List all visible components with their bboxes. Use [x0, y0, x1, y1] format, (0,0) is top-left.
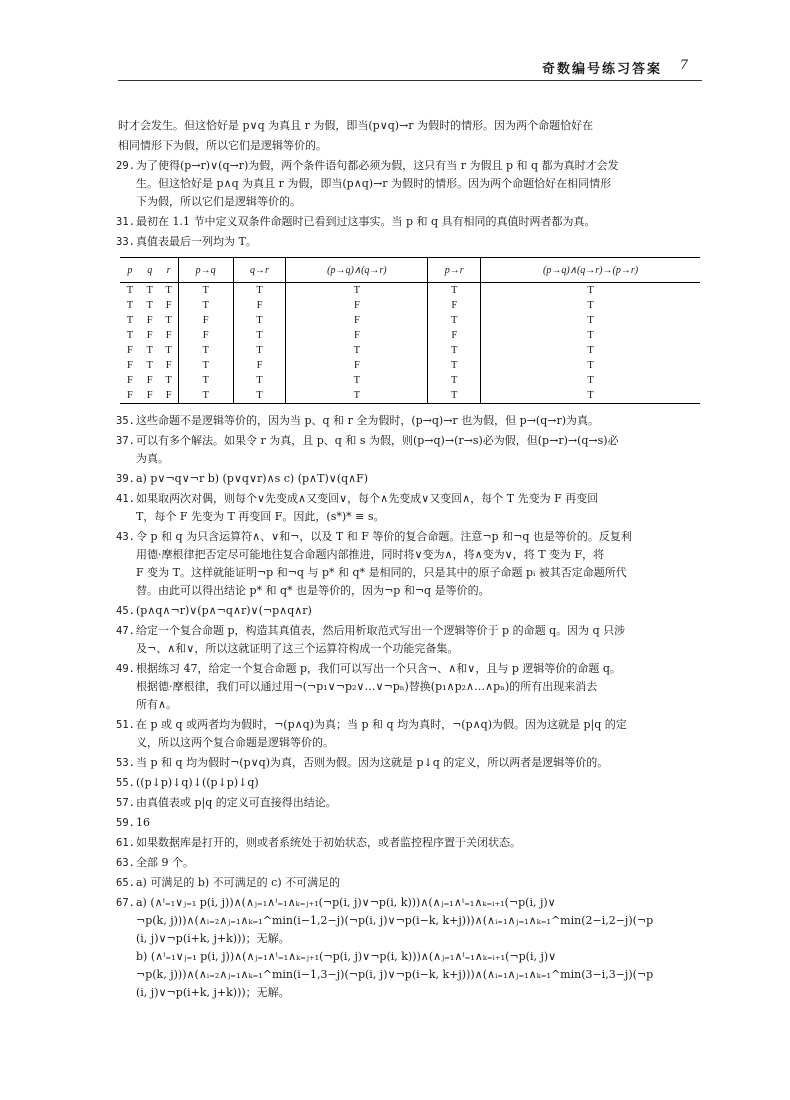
answer-line: 全部 9 个。: [136, 856, 194, 869]
answer-line: 真值表最后一列均为 T。: [136, 235, 257, 248]
truth-table-row: [120, 343, 700, 358]
truth-table-cell: T: [178, 373, 233, 388]
answers-content: [118, 117, 702, 1004]
truth-table-cell: T: [165, 315, 172, 326]
truth-table-cell: F: [120, 388, 140, 404]
truth-table-cell: T: [286, 373, 428, 388]
exercise-number: 63.: [116, 857, 135, 869]
answer-line: 令 p 和 q 为只含运算符∧、∨和¬，以及 T 和 F 等价的复合命题。注意¬p 和¬q 也是等价的。反复利: [136, 530, 632, 543]
truth-table-cell: T: [481, 298, 700, 313]
exercise-number: 37.: [116, 435, 135, 447]
answer-item: [118, 157, 702, 211]
answer-line: 根据练习 47，给定一个复合命题 p，我们可以写出一个只含¬、∧和∨，且与 p 逻辑等价的命题 q。: [136, 662, 621, 675]
answer-item: [118, 602, 702, 620]
truth-table-cell: F: [428, 328, 481, 343]
exercise-number: 57.: [116, 797, 135, 809]
truth-table-cell: F: [146, 375, 153, 386]
truth-table-cell: T: [178, 388, 233, 404]
answer-line: 由真值表或 p|q 的定义可直接得出结论。: [136, 796, 337, 809]
answer-line: ¬p(k, j)))∧(∧ᵢ₌₂∧ⱼ₌₁∧ₖ₌₁^min(i−1,3−j)(¬p(i, j)∨¬p(i−k, k+j)))∧(∧ᵢ₌₁∧ⱼ₌₁∧ₖ₌₁^min(3−i,3−j)(¬p: [136, 968, 654, 981]
answer-item: [118, 854, 702, 872]
answer-line: ((p↓p)↓q)↓((p↓p)↓q): [136, 776, 259, 789]
answer-item: [118, 432, 702, 468]
truth-table-cell: T: [165, 375, 172, 386]
exercise-number: 51.: [116, 719, 135, 731]
truth-table-cell: T: [481, 358, 700, 373]
answer-item: [118, 754, 702, 772]
truth-table-column-header: q→r: [233, 258, 286, 283]
truth-table-cell: T: [481, 388, 700, 404]
answer-line: 这些命题不是逻辑等价的，因为当 p、q 和 r 全为假时，(p→q)→r 也为假，但 p→(q→r)为真。: [136, 414, 600, 427]
truth-table-cell: F: [160, 388, 179, 404]
truth-table-cell: F: [428, 298, 481, 313]
truth-table-cell: F: [286, 358, 428, 373]
truth-table-column-header: (p→q)∧(q→r): [286, 258, 428, 283]
truth-table-row: [120, 283, 700, 299]
truth-table-cell: T: [233, 283, 286, 299]
truth-table-cell: T: [178, 298, 233, 313]
answer-item: [118, 774, 702, 792]
exercise-number: 33.: [116, 236, 135, 248]
answer-line: 义，所以这两个复合命题是逻辑等价的。: [136, 736, 334, 749]
truth-table-cell: T: [233, 343, 286, 358]
truth-table-cell: T: [481, 343, 700, 358]
truth-table-cell: F: [146, 330, 153, 341]
exercise-number: 31.: [116, 216, 135, 228]
answer-line: T，每个 F 先变为 T 再变回 F。因此，(s*)* ≡ s。: [136, 510, 385, 523]
truth-table-cell: T: [286, 388, 428, 404]
truth-table-cell: T: [286, 283, 428, 299]
exercise-number: 67.: [116, 897, 135, 909]
answer-line: 如果数据库是打开的，则或者系统处于初始状态，或者监控程序置于关闭状态。: [136, 836, 521, 849]
exercise-number: 55.: [116, 777, 135, 789]
answer-line: b) (∧ⁱ₌₁∨ⱼ₌₁ p(i, j))∧(∧ⱼ₌₁∧ⁱ₌₁∧ₖ₌ⱼ₊₁(¬p(i, j)∨¬p(i, k)))∧(∧ⱼ₌₁∧ⁱ₌₁∧ₖ₌ᵢ₊₁(¬p(i, j)∨: [136, 950, 557, 963]
exercise-number: 47.: [116, 625, 135, 637]
answers-list-top: [118, 157, 702, 251]
truth-table-cell: T: [165, 345, 172, 356]
truth-table-column-header: (p→q)∧(q→r)→(p→r): [481, 258, 700, 283]
answer-line: 16: [136, 816, 150, 829]
exercise-number: 43.: [116, 531, 135, 543]
intro-paragraph: [118, 117, 702, 155]
truth-table-row: [120, 388, 700, 404]
truth-table-cell: F: [126, 360, 133, 371]
truth-table-cell: T: [146, 285, 153, 296]
answer-line: F 变为 T。这样就能证明¬p 和¬q 与 p* 和 q* 是相同的，只是其中的原子命题 pᵢ 被其否定命题所代: [136, 566, 627, 579]
answer-line: 用德·摩根律把否定尽可能地往复合命题内部推进，同时将∨变为∧，将∧变为∨，将 T 变为 F，将: [136, 548, 605, 561]
answer-item: [118, 412, 702, 430]
truth-table-cell: T: [233, 373, 286, 388]
truth-table-row: [120, 358, 700, 373]
truth-table-cell: T: [481, 373, 700, 388]
answer-line: 下为假，所以它们是逻辑等价的。: [136, 195, 301, 208]
answer-line: 最初在 1.1 节中定义双条件命题时已看到过这事实。当 p 和 q 具有相同的真值时两者都为真。: [136, 215, 596, 228]
truth-table-column-header: p→q: [178, 258, 233, 283]
truth-table-cell: T: [428, 388, 481, 404]
answer-line: 及¬、∧和∨，所以这就证明了这三个运算符构成一个功能完备集。: [136, 642, 459, 655]
truth-table-cell: T: [165, 285, 172, 296]
answer-line: 如果取两次对偶，则每个∨先变成∧又变回∨，每个∧先变成∨又变回∧，每个 T 先变为 F 再变回: [136, 492, 599, 505]
truth-table-cell: T: [481, 313, 700, 328]
running-header: [118, 54, 702, 81]
truth-table-cell: T: [126, 300, 134, 311]
intro-line: 相同情形下为假，所以它们是逻辑等价的。: [118, 139, 327, 152]
truth-table-cell: F: [178, 313, 233, 328]
exercise-number: 41.: [116, 493, 135, 505]
answer-item: [118, 622, 702, 658]
truth-table-row: [120, 298, 700, 313]
truth-table-column-header: r: [160, 258, 179, 283]
truth-table-cell: T: [428, 313, 481, 328]
answer-item: [118, 213, 702, 231]
answers-list-bottom: [118, 412, 702, 1002]
truth-table-cell: F: [165, 360, 172, 371]
truth-table-cell: T: [178, 343, 233, 358]
answer-item: [118, 814, 702, 832]
exercise-number: 45.: [116, 605, 135, 617]
truth-table-cell: F: [126, 375, 133, 386]
answer-item: [118, 716, 702, 752]
answer-item: [118, 470, 702, 488]
truth-table-cell: T: [481, 328, 700, 343]
truth-table-cell: T: [126, 315, 134, 326]
answer-item: [118, 528, 702, 600]
truth-table-column-header: p: [120, 258, 140, 283]
exercise-number: 61.: [116, 837, 135, 849]
header-title: 奇数编号练习答案: [541, 62, 662, 77]
truth-table: [120, 257, 700, 404]
truth-table-cell: F: [178, 328, 233, 343]
truth-table-row: [120, 373, 700, 388]
truth-table-cell: F: [233, 358, 286, 373]
exercise-number: 53.: [116, 757, 135, 769]
truth-table-cell: T: [428, 283, 481, 299]
exercise-number: 35.: [116, 415, 135, 427]
truth-table-cell: T: [126, 285, 134, 296]
answer-item: [118, 794, 702, 812]
truth-table-cell: F: [286, 298, 428, 313]
answer-line: 当 p 和 q 均为假时¬(p∨q)为真，否则为假。因为这就是 p↓q 的定义，所以两者是逻辑等价的。: [136, 756, 609, 769]
truth-table-header-row: [120, 258, 700, 283]
answer-line: 根据德·摩根律，我们可以通过用¬(¬p₁∨¬p₂∨…∨¬pₙ)替换(p₁∧p₂∧…∧pₙ)的所有出现来消去: [136, 680, 598, 693]
answer-line: (p∧q∧¬r)∨(p∧¬q∧r)∨(¬p∧q∧r): [136, 604, 312, 617]
truth-table-cell: T: [233, 388, 286, 404]
truth-table-cell: F: [165, 330, 172, 341]
answer-line: 为真。: [136, 452, 169, 465]
truth-table-cell: T: [428, 358, 481, 373]
truth-table-cell: T: [286, 343, 428, 358]
answer-line: 可以有多个解法。如果令 r 为真，且 p、q 和 s 为假，则(p→q)→(r→s)必为假，但(p→r)→(q→s)必: [136, 434, 619, 447]
page-number: 7: [679, 58, 688, 73]
answer-item: [118, 490, 702, 526]
truth-table-cell: T: [146, 345, 153, 356]
exercise-number: 49.: [116, 663, 135, 675]
truth-table-cell: F: [286, 313, 428, 328]
truth-table-cell: T: [178, 283, 233, 299]
truth-table-cell: F: [146, 315, 153, 326]
truth-table-cell: F: [286, 328, 428, 343]
truth-table-cell: F: [165, 300, 172, 311]
answer-item: [118, 874, 702, 892]
truth-table-cell: T: [233, 328, 286, 343]
truth-table-cell: T: [233, 313, 286, 328]
truth-table-cell: T: [428, 343, 481, 358]
truth-table-cell: T: [428, 373, 481, 388]
answer-item: [118, 834, 702, 852]
answer-line: ¬p(k, j)))∧(∧ᵢ₌₂∧ⱼ₌₁∧ₖ₌₁^min(i−1,2−j)(¬p(i, j)∨¬p(i−k, k+j)))∧(∧ᵢ₌₁∧ⱼ₌₁∧ₖ₌₁^min(2−i,2−j)(¬p: [136, 914, 654, 927]
answer-item: [118, 233, 702, 251]
intro-line: 时才会发生。但这恰好是 p∨q 为真且 r 为假，即当(p∨q)→r 为假时的情形。因为两个命题恰好在: [118, 119, 594, 132]
truth-table-cell: T: [146, 360, 153, 371]
truth-table-column-header: p→r: [428, 258, 481, 283]
exercise-number: 59.: [116, 817, 135, 829]
answer-line: 给定一个复合命题 p，构造其真值表，然后用析取范式写出一个逻辑等价于 p 的命题 q。因为 q 只涉: [136, 624, 626, 637]
answer-line: 为了使得(p→r)∨(q→r)为假，两个条件语句都必须为假，这只有当 r 为假且 p 和 q 都为真时才会发: [136, 159, 619, 172]
truth-table-row: [120, 313, 700, 328]
exercise-number: 65.: [116, 877, 135, 889]
truth-table-cell: F: [126, 345, 133, 356]
answer-line: (i, j)∨¬p(i+k, j+k)))；无解。: [136, 986, 290, 999]
truth-table-column-header: q: [140, 258, 160, 283]
answer-line: 在 p 或 q 或两者均为假时，¬(p∧q)为真；当 p 和 q 均为真时，¬(p∧q)为假。因为这就是 p|q 的定: [136, 718, 627, 731]
answer-line: 替。由此可以得出结论 p* 和 q* 也是等价的，因为¬p 和¬q 是等价的。: [136, 584, 490, 597]
exercise-number: 29.: [116, 160, 135, 172]
answer-line: a) (∧ⁱ₌₁∨ⱼ₌₁ p(i, j))∧(∧ⱼ₌₁∧ⁱ₌₁∧ₖ₌ⱼ₊₁(¬p(i, j)∨¬p(i, k)))∧(∧ⱼ₌₁∧ⁱ₌₁∧ₖ₌ᵢ₊₁(¬p(i, j)∨: [136, 896, 556, 909]
answer-line: a) p∨¬q∨¬r b) (p∨q∨r)∧s c) (p∧T)∨(q∧F): [136, 472, 369, 485]
truth-table-cell: T: [146, 300, 153, 311]
truth-table-cell: F: [140, 388, 160, 404]
answer-line: 所有∧。: [136, 698, 178, 711]
answer-line: (i, j)∨¬p(i+k, j+k)))；无解。: [136, 932, 290, 945]
answer-line: 生。但这恰好是 p∧q 为真且 r 为假，即当(p∧q)→r 为假时的情形。因为两个命题恰好在相同情形: [136, 177, 612, 190]
answer-item: [118, 660, 702, 714]
truth-table-cell: F: [233, 298, 286, 313]
truth-table-row: [120, 328, 700, 343]
answer-line: a) 可满足的 b) 不可满足的 c) 不可满足的: [136, 876, 341, 889]
truth-table-cell: T: [178, 358, 233, 373]
exercise-number: 39.: [116, 473, 135, 485]
truth-table-cell: T: [481, 283, 700, 299]
answer-item: [118, 894, 702, 1002]
truth-table-cell: T: [126, 330, 134, 341]
truth-table-body: [120, 283, 700, 404]
